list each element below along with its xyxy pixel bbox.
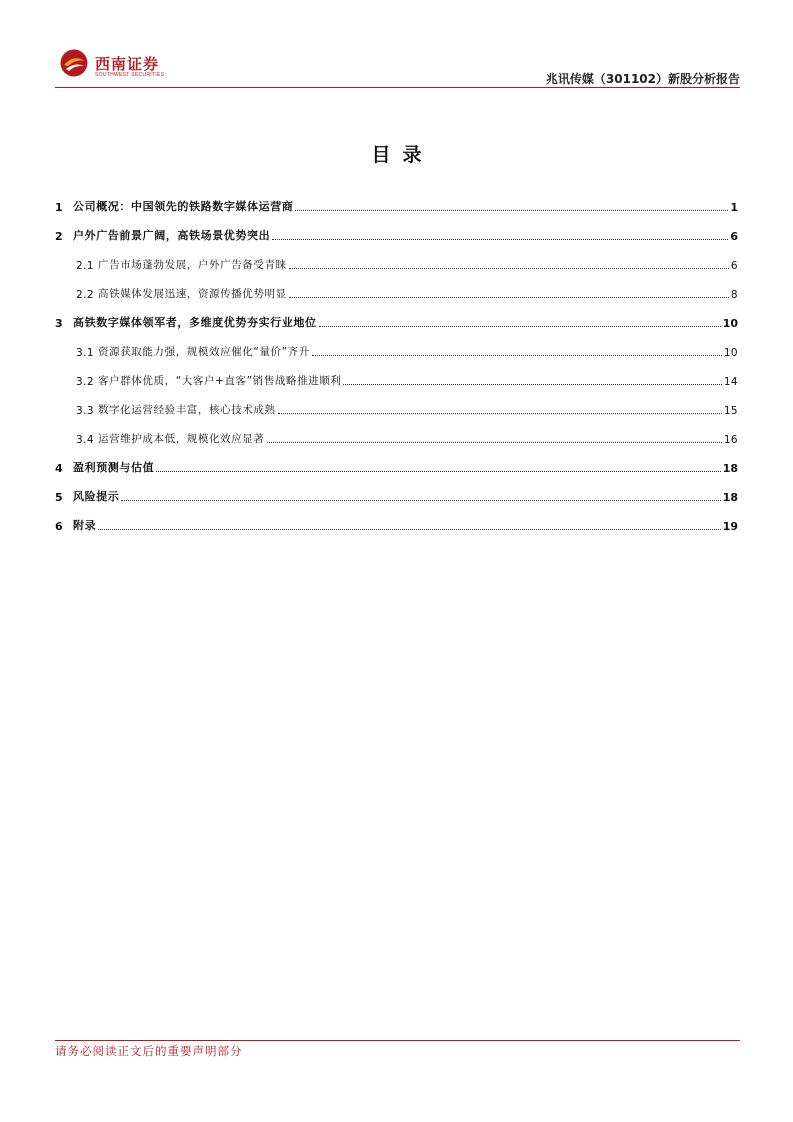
- report-title: 兆讯传媒（301102）新股分析报告: [545, 72, 740, 86]
- toc-dot-leader: [121, 500, 720, 501]
- header-divider: [55, 87, 740, 88]
- toc-entry-number: 4: [55, 462, 63, 475]
- toc-entry-number: 3.4: [76, 434, 94, 446]
- toc-entry-title: 客户群体优质，“大客户+直客”销售战略推进顺利: [98, 375, 342, 387]
- toc-entry-number: 1: [55, 201, 63, 214]
- toc-entry-number: 2.1: [76, 260, 94, 272]
- toc-dot-leader: [289, 268, 729, 269]
- toc-entry-page-number: 8: [730, 289, 738, 301]
- toc-entry[interactable]: [55, 272, 738, 301]
- table-of-contents: [55, 185, 738, 533]
- toc-entry-title: 运营维护成本低，规模化效应显著: [98, 433, 265, 445]
- toc-dot-leader: [98, 529, 720, 530]
- toc-entry[interactable]: [55, 214, 738, 243]
- logo-mark-icon: [59, 48, 89, 78]
- toc-entry[interactable]: [55, 359, 738, 388]
- toc-entry-number: 2.2: [76, 289, 94, 301]
- toc-entry-page-number: 6: [730, 260, 738, 272]
- toc-entry-number: 5: [55, 491, 63, 504]
- toc-dot-leader: [156, 471, 720, 472]
- toc-entry-title: 盈利预测与估值: [73, 461, 155, 474]
- toc-entry[interactable]: [55, 243, 738, 272]
- logo-english-name: SOUTHWEST SECURITIES: [95, 72, 165, 78]
- footer-disclaimer: 请务必阅读正文后的重要声明部分: [55, 1044, 243, 1058]
- toc-entry[interactable]: [55, 301, 738, 330]
- toc-entry-title: 高铁数字媒体领军者，多维度优势夯实行业地位: [73, 316, 317, 329]
- toc-heading: 目录: [371, 144, 434, 166]
- toc-entry-title: 广告市场蓬勃发展，户外广告备受青睐: [98, 259, 287, 271]
- toc-entry-number: 3.2: [76, 376, 94, 388]
- toc-entry-title: 高铁媒体发展迅速，资源传播优势明显: [98, 288, 287, 300]
- toc-entry-number: 3.3: [76, 405, 94, 417]
- toc-entry-page-number: 19: [722, 520, 738, 533]
- toc-entry-title: 附录: [73, 519, 97, 532]
- toc-dot-leader: [267, 442, 722, 443]
- toc-dot-leader: [295, 210, 728, 211]
- toc-entry-title: 数字化运营经验丰富，核心技术成熟: [98, 404, 276, 416]
- toc-entry-title: 户外广告前景广阔，高铁场景优势突出: [73, 229, 271, 242]
- toc-entry-number: 2: [55, 230, 63, 243]
- toc-entry-page-number: 18: [722, 462, 738, 475]
- toc-entry-page-number: 1: [730, 201, 738, 214]
- footer-divider: [55, 1040, 740, 1041]
- toc-entry-page-number: 14: [723, 376, 738, 388]
- toc-dot-leader: [312, 355, 722, 356]
- toc-entry[interactable]: [55, 475, 738, 504]
- toc-entry-number: 3.1: [76, 347, 94, 359]
- toc-entry[interactable]: [55, 446, 738, 475]
- toc-dot-leader: [272, 239, 728, 240]
- toc-entry-number: 6: [55, 520, 63, 533]
- toc-entry[interactable]: [55, 330, 738, 359]
- toc-entry-page-number: 10: [723, 347, 738, 359]
- toc-entry[interactable]: [55, 185, 738, 214]
- toc-dot-leader: [278, 413, 722, 414]
- toc-entry-page-number: 16: [723, 434, 738, 446]
- toc-entry[interactable]: [55, 417, 738, 446]
- toc-entry-title: 资源获取能力强，规模效应催化“量价”齐升: [98, 346, 310, 358]
- toc-dot-leader: [319, 326, 721, 327]
- toc-entry[interactable]: [55, 388, 738, 417]
- page-header: [55, 40, 740, 88]
- toc-dot-leader: [343, 384, 721, 385]
- toc-entry-page-number: 15: [723, 405, 738, 417]
- toc-entry-number: 3: [55, 317, 63, 330]
- toc-entry-page-number: 18: [722, 491, 738, 504]
- toc-entry-title: 公司概况：中国领先的铁路数字媒体运营商: [73, 200, 294, 213]
- toc-entry-title: 风险提示: [73, 490, 120, 503]
- toc-dot-leader: [289, 297, 729, 298]
- company-logo: [55, 40, 235, 84]
- toc-entry[interactable]: [55, 504, 738, 533]
- logo-chinese-name: 西南证券: [95, 55, 160, 73]
- toc-entry-page-number: 10: [722, 317, 738, 330]
- toc-entry-page-number: 6: [730, 230, 738, 243]
